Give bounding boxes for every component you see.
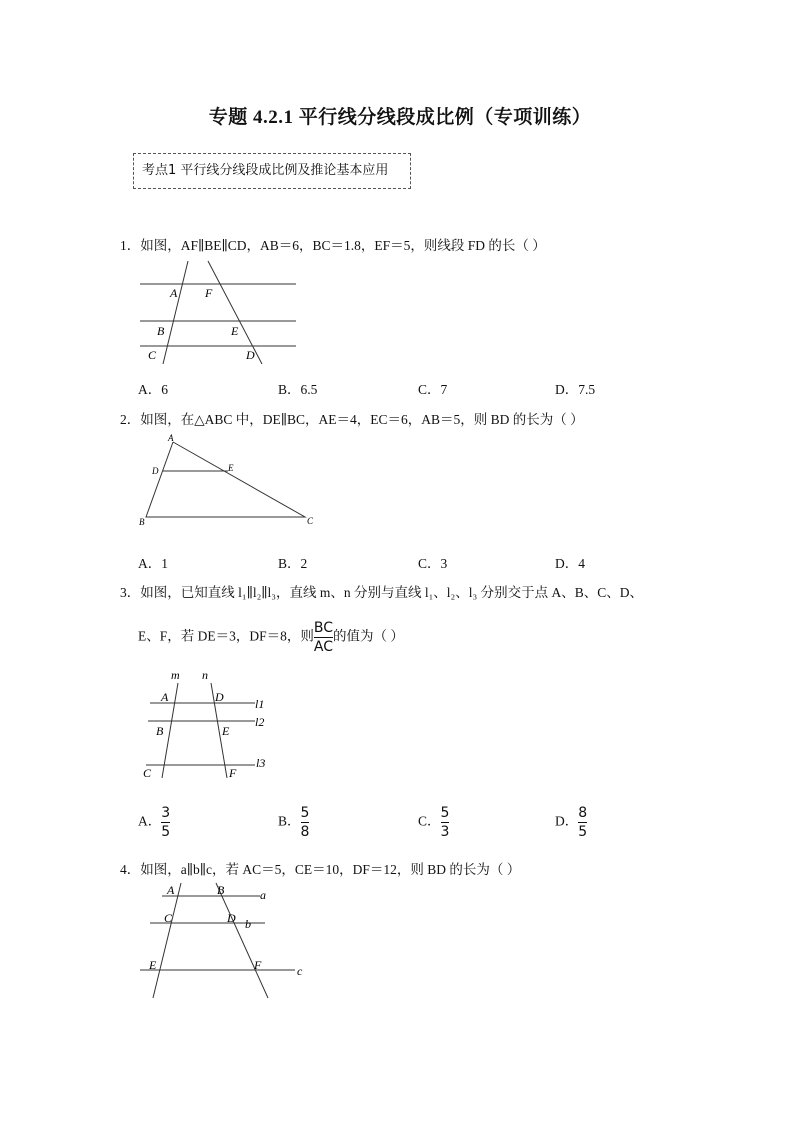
q3-option-b-letter: B． (278, 813, 301, 829)
q3-option-b (278, 805, 309, 840)
fraction-bar (578, 822, 587, 823)
label-f: F (254, 958, 262, 972)
label-c: C (148, 348, 157, 362)
q3-option-d-fraction (578, 805, 587, 840)
q2-option-b: B．2 (278, 556, 308, 571)
q3-stem-fraction (314, 620, 333, 655)
q3-option-d (555, 805, 587, 840)
label-b: B (156, 724, 164, 738)
q3-option-c-fraction (441, 805, 450, 840)
q1-option-b: B．6.5 (278, 382, 318, 397)
label-d: D (152, 466, 159, 476)
label-c: C (307, 516, 314, 526)
label-e: E (228, 463, 234, 473)
frac-numerator: 5 (300, 805, 310, 821)
question-3-stem: 3．如图，已知直线 l₁∥l₂∥l₃，直线 m、n 分别与直线 l₁、l₂、l₃ 分别交于点 A、B、C、D、 (120, 585, 643, 600)
question-3-figure (140, 668, 275, 786)
frac-numerator: BC (313, 620, 334, 636)
label-b: B (139, 517, 145, 527)
label-line-c: c (297, 964, 303, 978)
q2-option-a: A．1 (138, 556, 168, 571)
label-line-a: a (260, 888, 266, 902)
q3-stem-pre: E、F，若 DE＝3，DF＝8，则 (138, 628, 314, 644)
q3-option-a-letter: A． (138, 813, 162, 829)
q3-option-c-letter: C． (418, 813, 441, 829)
label-a: A (168, 433, 174, 443)
q2-option-d: D．4 (555, 556, 585, 571)
label-l3: l3 (256, 756, 266, 770)
q2-option-c: C．3 (418, 556, 448, 571)
fraction-bar (301, 822, 310, 823)
frac-numerator: 8 (578, 805, 588, 821)
frac-numerator: 5 (440, 805, 450, 821)
fraction-bar (441, 822, 450, 823)
transversal-ae (153, 883, 181, 998)
label-b: B (157, 324, 165, 338)
frac-denominator: 3 (440, 824, 450, 840)
label-a: A (170, 286, 178, 300)
frac-denominator: 5 (161, 824, 171, 840)
fraction-bar (161, 822, 170, 823)
label-e: E (149, 958, 157, 972)
q1-option-c: C．7 (418, 382, 448, 397)
question-4-figure (140, 880, 310, 1002)
frac-denominator: 8 (300, 824, 310, 840)
frac-denominator: 5 (578, 824, 588, 840)
label-c: C (164, 911, 173, 925)
q3-option-b-fraction (301, 805, 310, 840)
label-f: F (205, 286, 213, 300)
q3-stem-post: 的值为（ ） (333, 628, 404, 644)
label-a: A (161, 690, 169, 704)
q1-option-a: A．6 (138, 382, 168, 397)
q3-option-c (418, 805, 449, 840)
transversal-ac (163, 261, 188, 364)
label-m: m (171, 668, 180, 682)
label-b: B (217, 883, 225, 897)
label-e: E (222, 724, 230, 738)
label-e: E (231, 324, 239, 338)
label-line-b: b (245, 917, 251, 931)
question-3-stem-line2 (138, 620, 404, 655)
question-4-stem: 4．如图，a∥b∥c，若 AC＝5，CE＝10，DF＝12，则 BD 的长为（ ） (120, 862, 521, 877)
q3-option-a-fraction (161, 805, 170, 840)
q3-option-d-letter: D． (555, 813, 579, 829)
triangle-abc (146, 442, 305, 517)
label-a: A (167, 883, 175, 897)
label-d: D (227, 911, 236, 925)
label-f: F (229, 766, 237, 780)
label-c: C (143, 766, 152, 780)
question-2-stem: 2．如图，在△ABC 中，DE∥BC，AE＝4，EC＝6，AB＝5，则 BD 的长为（ ） (120, 412, 584, 427)
label-d: D (246, 348, 255, 362)
label-d: D (215, 690, 224, 704)
q1-option-d: D．7.5 (555, 382, 596, 397)
frac-numerator: 3 (161, 805, 171, 821)
label-l2: l2 (255, 715, 265, 729)
label-l1: l1 (255, 697, 265, 711)
page-title: 专题 4.2.1 平行线分线段成比例（专项训练） (208, 107, 592, 128)
question-2-figure (135, 430, 325, 530)
question-1-figure (138, 258, 303, 368)
fraction-bar (314, 637, 333, 638)
question-1-stem: 1．如图，AF∥BE∥CD，AB＝6，BC＝1.8，EF＝5，则线段 FD 的长（ ） (120, 238, 546, 253)
label-n: n (202, 668, 208, 682)
q3-option-a (138, 805, 170, 840)
frac-denominator: AC (313, 639, 334, 655)
section-label-box: 考点1 平行线分线段成比例及推论基本应用 (133, 153, 411, 189)
